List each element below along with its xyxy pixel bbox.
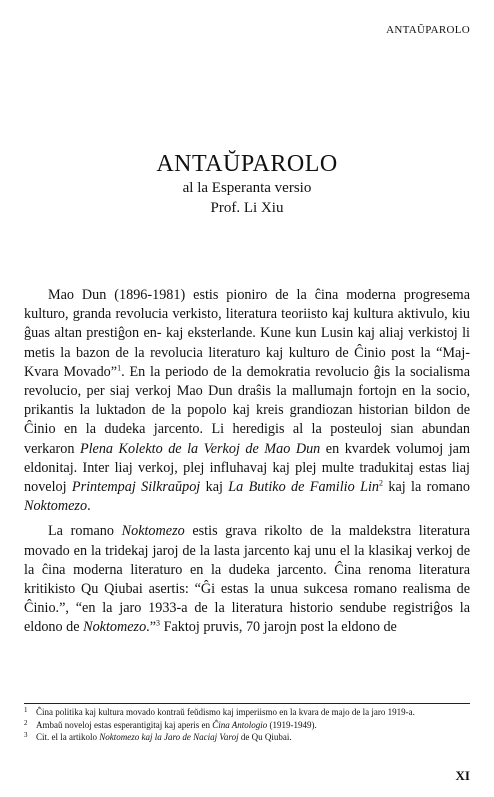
text-run: kaj — [200, 479, 229, 496]
book-title: Noktomezo — [24, 498, 88, 515]
page-number: XI — [455, 768, 470, 783]
paragraph-1 — [24, 286, 470, 516]
footnote-1 — [24, 706, 470, 719]
chapter-title: ANTAŬPAROLO — [156, 151, 338, 177]
text-run: Faktoj pruvis, 70 jarojn post la eldono de — [160, 619, 397, 636]
subtitle-line-1: al la Esperanta versio — [182, 180, 312, 196]
footnote-2 — [24, 719, 470, 732]
footnote-text: Cit. el la artikolo — [36, 732, 100, 742]
body-text — [24, 286, 470, 638]
text-run: Mao Dun (1896-1981) estis pioniro de la ĉina moderna progresema kulturo, granda revolucia verkisto, literatura teoriisto kaj kultura aktivulo, kiu ĝuas altan prestiĝon en- kaj eksterlande. Kune kun Lusin kaj aliaj verkistoj li metis la bazon de la revolucia literaturo kaj kulturo de Ĉinio post la “Maj-Kvara Movado” — [24, 287, 470, 380]
footnotes — [24, 706, 470, 744]
footnote-number: 1 — [24, 706, 28, 714]
book-title: Printempaj Silkraŭpoj — [71, 479, 201, 496]
footnote-text: Ambaŭ noveloj estas esperantigitaj kaj aperis en — [36, 719, 213, 730]
footnote-ref-1: 1 — [117, 363, 122, 373]
footnote-text: de Qu Qiubai. — [238, 732, 292, 742]
running-head: ANTAŬPAROLO — [386, 24, 470, 36]
text-run: kaj la romano — [383, 479, 470, 496]
text-run: . — [87, 498, 91, 515]
book-title: Noktomezo — [83, 619, 147, 636]
book-title: La Butiko de Familio Lin — [228, 479, 379, 496]
footnote-text: Ĉina politika kaj kultura movado kontraŭ feŭdismo kaj imperiismo en la kvara de majo de la jaro 1919-a. — [36, 707, 415, 717]
footnote-number: 3 — [24, 731, 28, 739]
footnote-ref-3: 3 — [156, 618, 161, 628]
text-run: estis grava rikolto de la maldekstra literatura movado en la tridekaj jaroj de la lasta jarcento kaj unu el la klasikaj verkoj de la ĉina moderna literaturo en la dudeka jarcento. Ĉina renoma literatura kritikisto Qu Qiubai asertis: “Ĝi estas la unua sukcesa romano realisma de Ĉinio.”, “en la jaro 1933-a de la literatura historio sendube registriĝos la eldono de — [24, 523, 470, 636]
footnote-ref-2: 2 — [379, 478, 383, 488]
paragraph-2 — [24, 522, 470, 637]
book-title: Plena Kolekto de la Verkoj de Mao Dun — [79, 440, 321, 457]
text-run: La romano — [48, 523, 122, 540]
footnote-text: (1919-1949). — [267, 719, 317, 730]
text-run: .” — [146, 619, 157, 636]
book-title: Noktomezo — [121, 523, 185, 540]
subtitle-author: Prof. Li Xiu — [210, 200, 284, 216]
footnote-divider — [24, 703, 470, 704]
text-run: . En la periodo de la demokratia revolucio ĝis la socialisma revolucio, per siaj verkoj Mao Dun draŝis la mallumajn fortojn en la socio, prikantis la luktadon de la popolo kaj kreis grandiozan historian bildon de Ĉinio en la dudeka jarcento. Li heredigis al la posteuloj sian abundan verkaron — [24, 363, 470, 457]
footnote-3 — [24, 731, 470, 744]
footnote-number: 2 — [24, 718, 28, 727]
footnote-italic: Ĉina Antologio — [212, 719, 268, 730]
title-block — [0, 150, 494, 218]
footnote-italic: Noktomezo kaj la Jaro de Naciaj Varoj — [99, 732, 239, 742]
text-run: en kvardek volumoj jam eldonitaj. Inter liaj verkoj, plej influhavaj kaj plej multe tradukitaj estas liaj noveloj — [24, 440, 470, 496]
